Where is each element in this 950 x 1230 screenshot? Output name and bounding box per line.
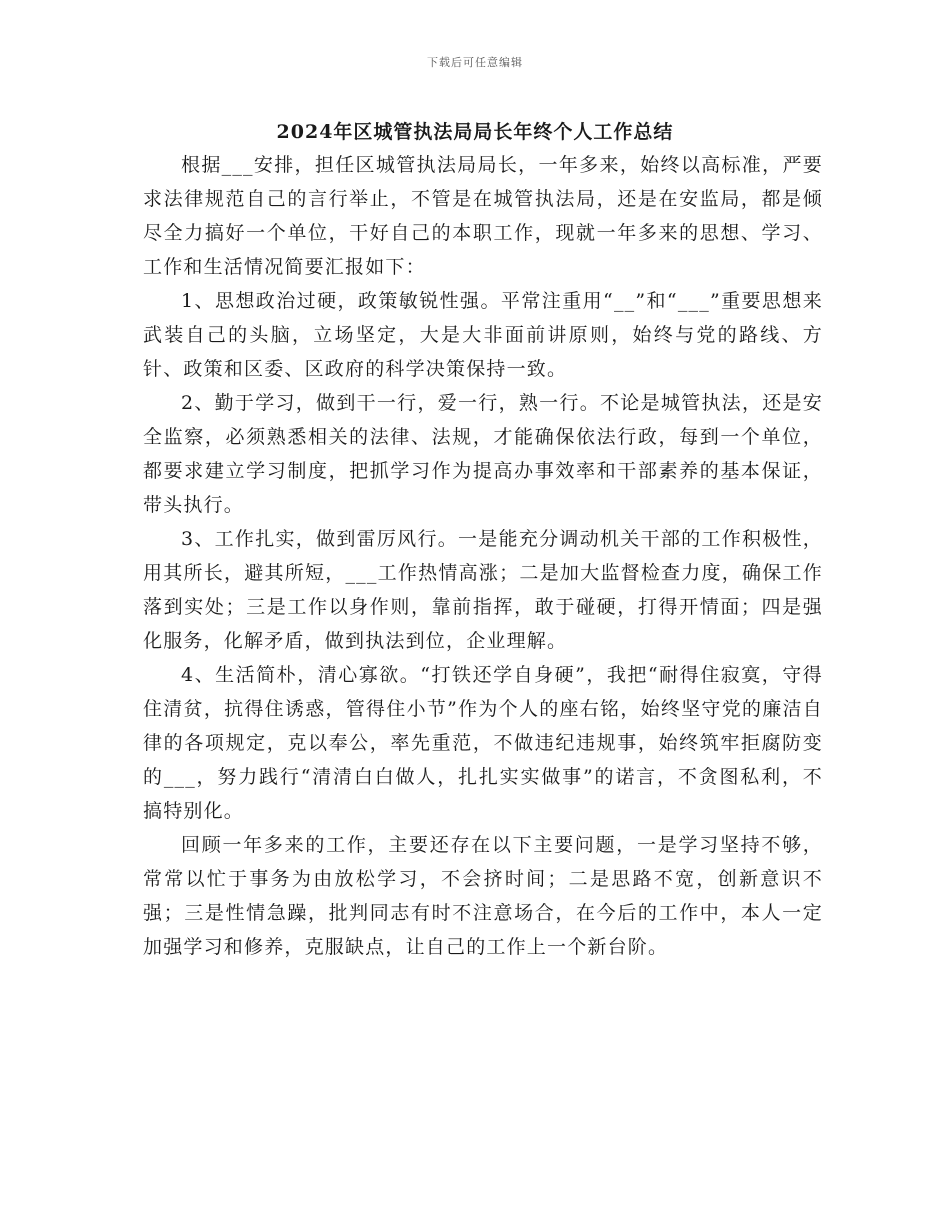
paragraph-item-1: 1、思想政治过硬，政策敏锐性强。平常注重用“__”和“___”重要思想来武装自己的头脑，立场坚定，大是大非面前讲原则，始终与党的路线、方针、政策和区委、区政府的科学决策保持一致。 [143,290,823,380]
paragraph-item-2: 2、勤于学习，做到干一行，爱一行，熟一行。不论是城管执法，还是安全监察，必须熟悉相关的法律、法规，才能确保依法行政，每到一个单位，都要求建立学习制度，把抓学习作为提高办事效率和干部素养的基本保证，带头执行。 [143,392,823,516]
paragraph-item-3: 3、工作扎实，做到雷厉风行。一是能充分调动机关干部的工作积极性，用其所长，避其所短，___工作热情高涨；二是加大监督检查力度，确保工作落到实处；三是工作以身作则，靠前指挥，敢于碰硬，打得开情面；四是强化服务，化解矛盾，做到执法到位，企业理解。 [143,528,823,652]
header-note: 下载后可任意编辑 [427,56,523,69]
document-body [143,148,823,964]
document-title: 2024年区城管执法局局长年终个人工作总结 [276,121,674,143]
conclusion-paragraph: 回顾一年多来的工作，主要还存在以下主要问题，一是学习坚持不够，常常以忙于事务为由放松学习，不会挤时间；二是思路不宽，创新意识不强；三是性情急躁，批判同志有时不注意场合，在今后的工作中，本人一定加强学习和修养，克服缺点，让自己的工作上一个新台阶。 [143,834,823,958]
paragraph-item-4: 4、生活简朴，清心寡欲。“打铁还学自身硬”，我把“耐得住寂寞，守得住清贫，抗得住诱惑，管得住小节”作为个人的座右铭，始终坚守党的廉洁自律的各项规定，克以奉公，率先重范，不做违纪违规事，始终筑牢拒腐防变的___，努力践行“清清白白做人，扎扎实实做事”的诺言，不贪图私利，不搞特别化。 [143,664,823,822]
intro-paragraph: 根据___安排，担任区城管执法局局长，一年多来，始终以高标准，严要求法律规范自己的言行举止，不管是在城管执法局，还是在安监局，都是倾尽全力搞好一个单位，干好自己的本职工作，现就一年多来的思想、学习、工作和生活情况简要汇报如下： [143,154,823,278]
